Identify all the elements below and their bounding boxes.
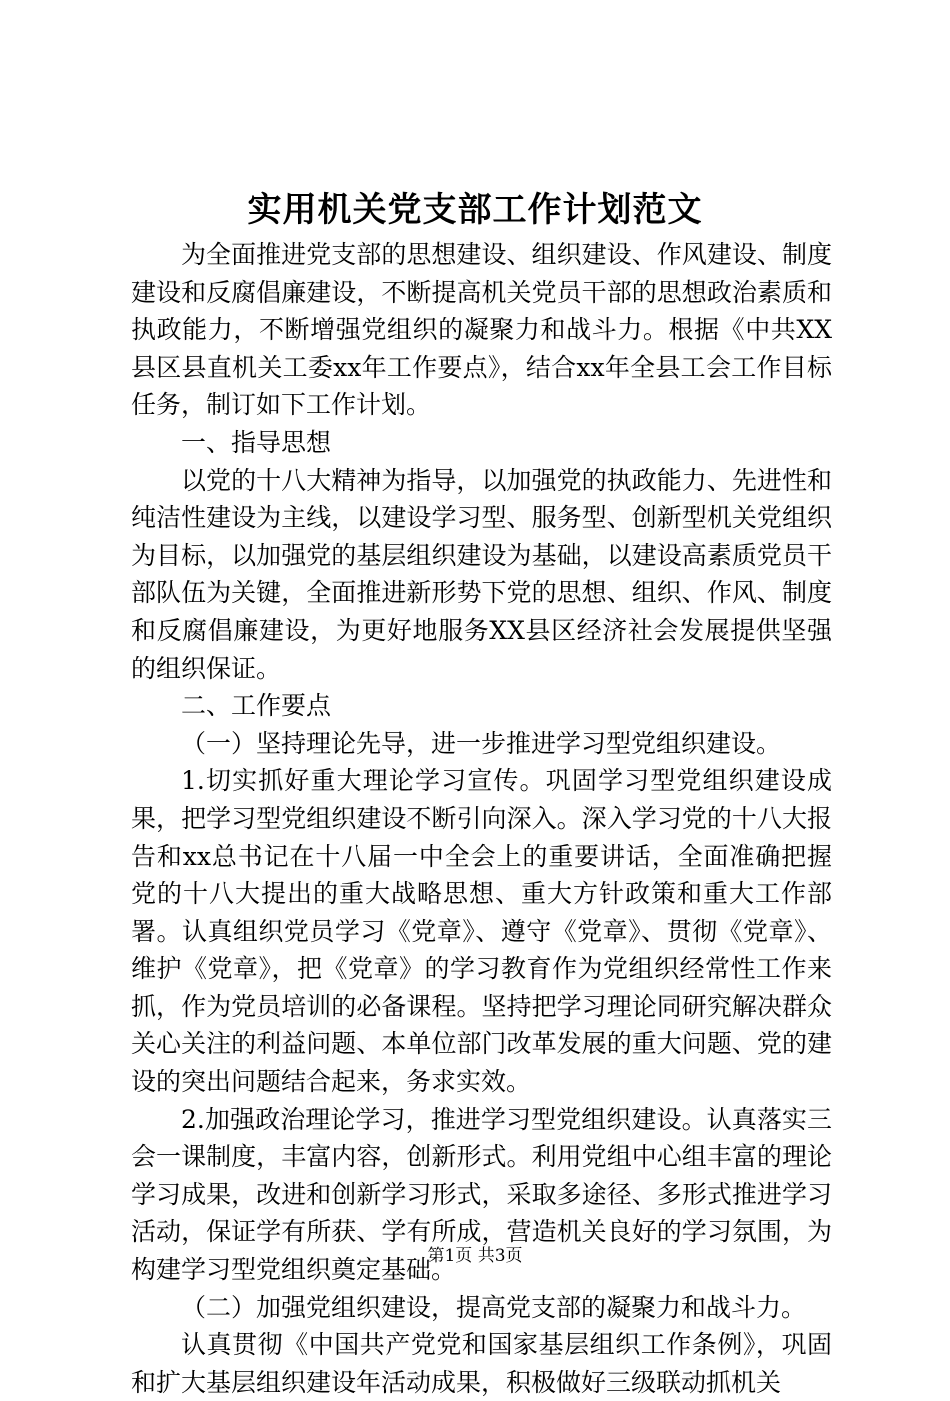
heading-guiding-ideology: 一、指导思想: [181, 427, 332, 457]
paragraph-guiding-ideology: 以党的十八大精神为指导，以加强党的执政能力、先进性和纯洁性建设为主线，以建设学习型、服务型、创新型机关党组织为目标，以加强党的基层组织建设为基础，以建设高素质党员干部队伍为关键，全面推进新形势下党的思想、组织、作风、制度和反腐倡廉建设，为更好地服务XX县区经济社会发展提供坚强的组织保证。: [131, 465, 832, 683]
document-title: 实用机关党支部工作计划范文: [247, 190, 703, 230]
page-footer: 第1页 共3页: [427, 1246, 523, 1266]
paragraph-intro: 为全面推进党支部的思想建设、组织建设、作风建设、制度建设和反腐倡廉建设，不断提高机关党员干部的思想政治素质和执政能力，不断增强党组织的凝聚力和战斗力。根据《中共XX县区县直机关工委xx年工作要点》，结合xx年全县工会工作目标任务，制订如下工作计划。: [131, 240, 832, 420]
paragraph-organization-building: 认真贯彻《中国共产党党和国家基层组织工作条例》，巩固和扩大基层组织建设年活动成果，积极做好三级联动抓机关: [131, 1330, 832, 1397]
subheading-organization-building: （二）加强党组织建设，提高党支部的凝聚力和战斗力。: [181, 1292, 807, 1322]
document-body: [131, 236, 832, 1401]
heading-work-points: 二、工作要点: [181, 691, 332, 721]
paragraph-item-2: 2.加强政治理论学习，推进学习型党组织建设。认真落实三会一课制度，丰富内容，创新形式。利用党组中心组丰富的理论学习成果，改进和创新学习形式，采取多途径、多形式推进学习活动，保证学有所获、学有所成，营造机关良好的学习氛围，为构建学习型党组织奠定基础。: [131, 1104, 832, 1285]
subheading-theory-first: （一）坚持理论先导，进一步推进学习型党组织建设。: [181, 728, 782, 758]
paragraph-item-1: 1.切实抓好重大理论学习宣传。巩固学习型党组织建设成果，把学习型党组织建设不断引向深入。深入学习党的十八大报告和xx总书记在十八届一中全会上的重要讲话，全面准确把握党的十八大提出的重大战略思想、重大方针政策和重大工作部署。认真组织党员学习《党章》、遵守《党章》、贯彻《党章》、维护《党章》，把《党章》的学习教育作为党组织经常性工作来抓，作为党员培训的必备课程。坚持把学习理论同研究解决群众关心关注的利益问题、本单位部门改革发展的重大问题、党的建设的突出问题结合起来，务求实效。: [131, 766, 832, 1097]
